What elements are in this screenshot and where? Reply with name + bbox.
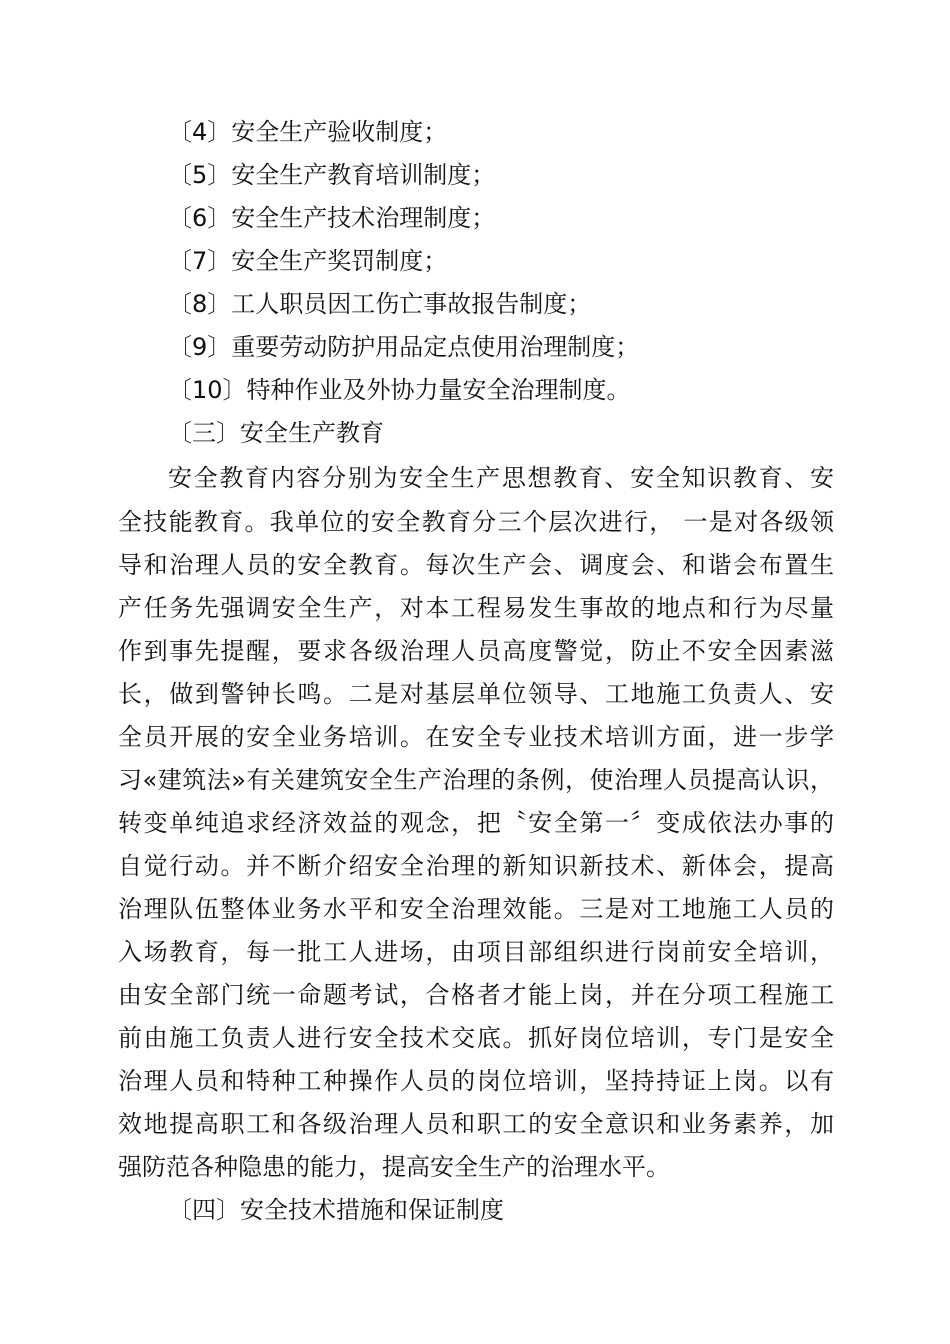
list-item-7: 〔7〕安全生产奖罚制度； bbox=[168, 247, 448, 275]
paragraph-line: 治理人员和特种工种操作人员的岗位培训，坚持持证上岗。以有 bbox=[118, 1067, 834, 1095]
paragraph-line: 安全教育内容分别为安全生产思想教育、安全知识教育、安 bbox=[168, 464, 834, 492]
list-item-8: 〔8〕工人职员因工伤亡事故报告制度； bbox=[168, 290, 592, 318]
list-item-6: 〔6〕安全生产技术治理制度； bbox=[168, 204, 496, 232]
paragraph-line: 入场教育，每一批工人进场，由项目部组织进行岗前安全培训， bbox=[118, 938, 834, 966]
paragraph-line: 强防范各种隐患的能力，提高安全生产的治理水平。 bbox=[118, 1153, 670, 1181]
paragraph-line: 产任务先强调安全生产，对本工程易发生事故的地点和行为尽量 bbox=[118, 594, 834, 622]
section-four-heading: 〔四〕安全技术措施和保证制度 bbox=[168, 1196, 504, 1224]
paragraph-line: 自觉行动。并不断介绍安全治理的新知识新技术、新体会，提高 bbox=[118, 852, 834, 880]
paragraph-line: 由安全部门统一命题考试，合格者才能上岗，并在分项工程施工 bbox=[118, 981, 834, 1009]
list-item-10: 〔10〕特种作业及外协力量安全治理制度。 bbox=[168, 376, 631, 404]
list-item-5: 〔5〕安全生产教育培训制度； bbox=[168, 161, 496, 189]
paragraph-line: 治理队伍整体业务水平和安全治理效能。三是对工地施工人员的 bbox=[118, 895, 834, 923]
section-three-heading: 〔三〕安全生产教育 bbox=[168, 419, 384, 447]
list-item-9: 〔9〕重要劳动防护用品定点使用治理制度； bbox=[168, 333, 640, 361]
paragraph-line: 前由施工负责人进行安全技术交底。抓好岗位培训，专门是安全 bbox=[118, 1024, 834, 1052]
paragraph-line: 全员开展的安全业务培训。在安全专业技术培训方面，进一步学 bbox=[118, 723, 834, 751]
paragraph-line: 效地提高职工和各级治理人员和职工的安全意识和业务素养，加 bbox=[118, 1110, 834, 1138]
paragraph-line: 习«建筑法»有关建筑安全生产治理的条例，使治理人员提高认识， bbox=[118, 766, 834, 794]
list-item-4: 〔4〕安全生产验收制度； bbox=[168, 118, 448, 146]
paragraph-line: 长，做到警钟长鸣。二是对基层单位领导、工地施工负责人、安 bbox=[118, 680, 834, 708]
paragraph-line: 作到事先提醒，要求各级治理人员高度警觉，防止不安全因素滋 bbox=[118, 637, 834, 665]
paragraph-line: 导和治理人员的安全教育。每次生产会、调度会、和谐会布置生 bbox=[118, 551, 834, 579]
paragraph-line: 转变单纯追求经济效益的观念，把〝安全第一〞变成依法办事的 bbox=[118, 809, 834, 837]
paragraph-line: 全技能教育。我单位的安全教育分三个层次进行， 一是对各级领 bbox=[118, 508, 834, 536]
